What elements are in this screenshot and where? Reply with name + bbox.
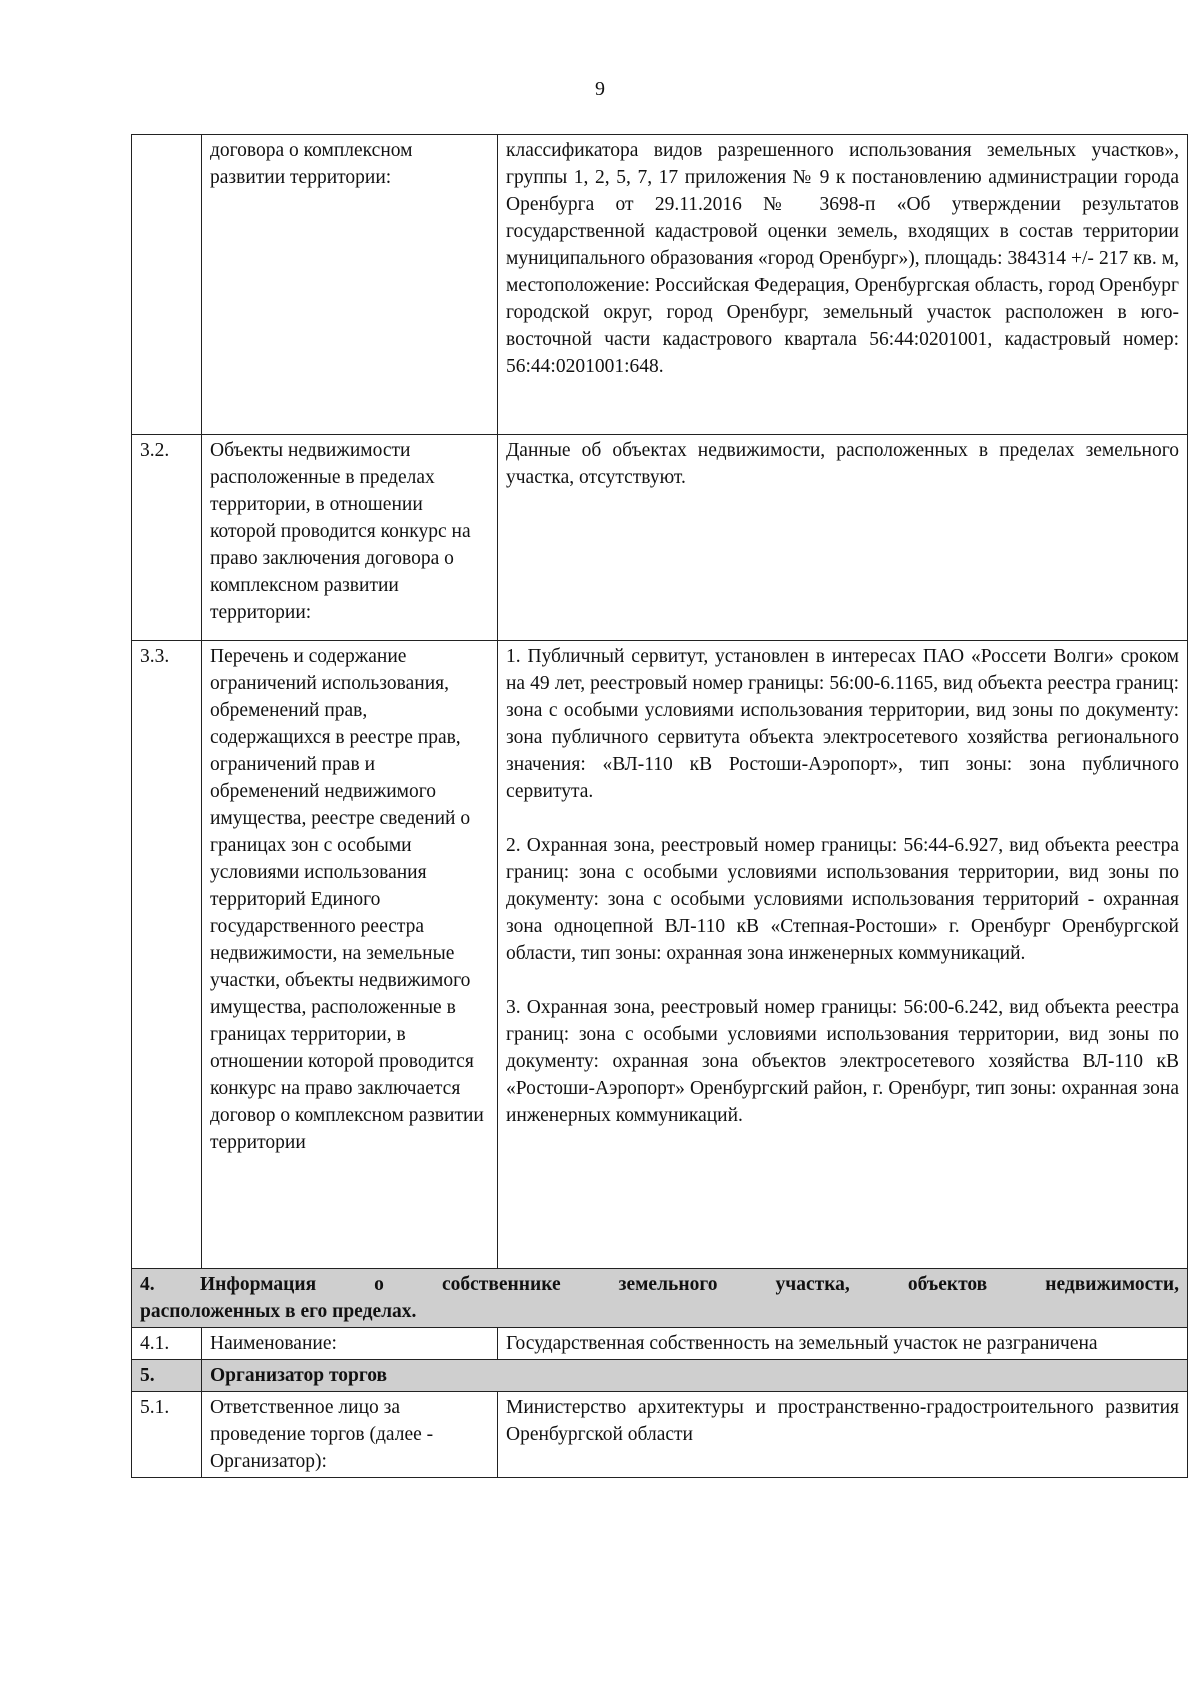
- row-value: классификатора видов разрешенного использования земельных участков», группы 1, 2, 5, 7, 17 приложения № 9 к постановлению администрации города Оренбурга от 29.11.2016 № 3698-п «Об утверждении результатов государственной кадастровой оценки земель, входящих в состав территории муниципального образования «город Оренбург»), площадь: 384314 +/- 217 кв. м, местоположение: Российская Федерация, Оренбургская область, город Оренбург городской округ, город Оренбург, земельный участок расположен в юго-восточной части кадастрового квартала 56:44:0201001, кадастровый номер: 56:44:0201001:648.: [498, 135, 1188, 435]
- row-label: Объекты недвижимости расположенные в пределах территории, в отношении которой проводится конкурс на право заключения договора о комплексном развитии территории:: [202, 435, 498, 641]
- row-number-cell: [132, 135, 202, 435]
- section-word: о: [374, 1274, 384, 1295]
- row-label: договора о комплексном развитии территории:: [202, 135, 498, 435]
- row-label: Перечень и содержание ограничений использования, обременений прав, содержащихся в реестре прав, ограничений прав и обременений недвижимого имущества, реестре сведений о границах зон с особыми условиями использования территорий Единого государственного реестра недвижимости, на земельные участки, объекты недвижимого имущества, расположенные в границах территории, в отношении которой проводится конкурс на право заключается договор о комплексном развитии территории: [202, 641, 498, 1269]
- section-header: [132, 1269, 1188, 1328]
- section-cell: [132, 1269, 1188, 1328]
- section-word: Информация: [200, 1274, 317, 1295]
- table-row: [132, 435, 1188, 641]
- table-row: [132, 1392, 1188, 1478]
- row-number: 3.2.: [132, 435, 202, 641]
- row-value: Министерство архитектуры и пространственно-градостроительного развития Оренбургской области: [498, 1392, 1188, 1478]
- row-value: [498, 641, 1188, 1269]
- row-label: Ответственное лицо за проведение торгов (далее - Организатор):: [202, 1392, 498, 1478]
- section-title-continuation: расположенных в его пределах.: [140, 1301, 417, 1322]
- section-word: участка,: [775, 1274, 850, 1295]
- page-number: 9: [595, 78, 605, 100]
- section-title-line: [200, 1271, 1179, 1298]
- encumbrance-item: 1. Публичный сервитут, установлен в интересах ПАО «Россети Волги» сроком на 49 лет, реестровый номер границы: 56:00-6.1165, вид объекта реестра границ: зона с особыми условиями использования территории, вид зоны по документу: зона публичного сервитута объекта электросетевого хозяйства регионального значения: «ВЛ-110 кВ Ростоши-Аэропорт», тип зоны: зона публичного сервитута.: [506, 646, 1179, 802]
- row-value: Государственная собственность на земельный участок не разграничена: [498, 1328, 1188, 1360]
- row-number: 3.3.: [132, 641, 202, 1269]
- section-word: земельного: [618, 1274, 718, 1295]
- section-number: 4.: [140, 1274, 155, 1295]
- lot-info-table: [131, 134, 1188, 1478]
- row-number: 5.1.: [132, 1392, 202, 1478]
- encumbrance-item: 3. Охранная зона, реестровый номер границы: 56:00-6.242, вид объекта реестра границ: зона с особыми условиями использования территории, вид зоны по документу: охранная зона объектов электросетевого хозяйства ВЛ-110 кВ «Ростоши-Аэропорт» Оренбургский район, г. Оренбург, тип зоны: охранная зона инженерных коммуникаций.: [506, 997, 1179, 1126]
- section-word: объектов: [907, 1274, 988, 1295]
- encumbrance-item: 2. Охранная зона, реестровый номер границы: 56:44-6.927, вид объекта реестра границ: зона с особыми условиями использования территории, вид зоны по документу: зона с особыми условиями использования территорий - охранная зона одноцепной ВЛ-110 кВ «Степная-Ростоши» г. Оренбург Оренбургской области, тип зоны: охранная зона инженерных коммуникаций.: [506, 835, 1179, 964]
- row-label: Наименование:: [202, 1328, 498, 1360]
- row-value: Данные об объектах недвижимости, расположенных в пределах земельного участка, отсутствуют.: [498, 435, 1188, 641]
- section-word: недвижимости,: [1045, 1274, 1179, 1295]
- section-title: Организатор торгов: [202, 1360, 1188, 1392]
- table-row: [132, 1328, 1188, 1360]
- table-row: [132, 641, 1188, 1269]
- section-word: собственнике: [441, 1274, 561, 1295]
- section-number: 5.: [132, 1360, 202, 1392]
- row-number: 4.1.: [132, 1328, 202, 1360]
- table-row: [132, 135, 1188, 435]
- section-header: [132, 1360, 1188, 1392]
